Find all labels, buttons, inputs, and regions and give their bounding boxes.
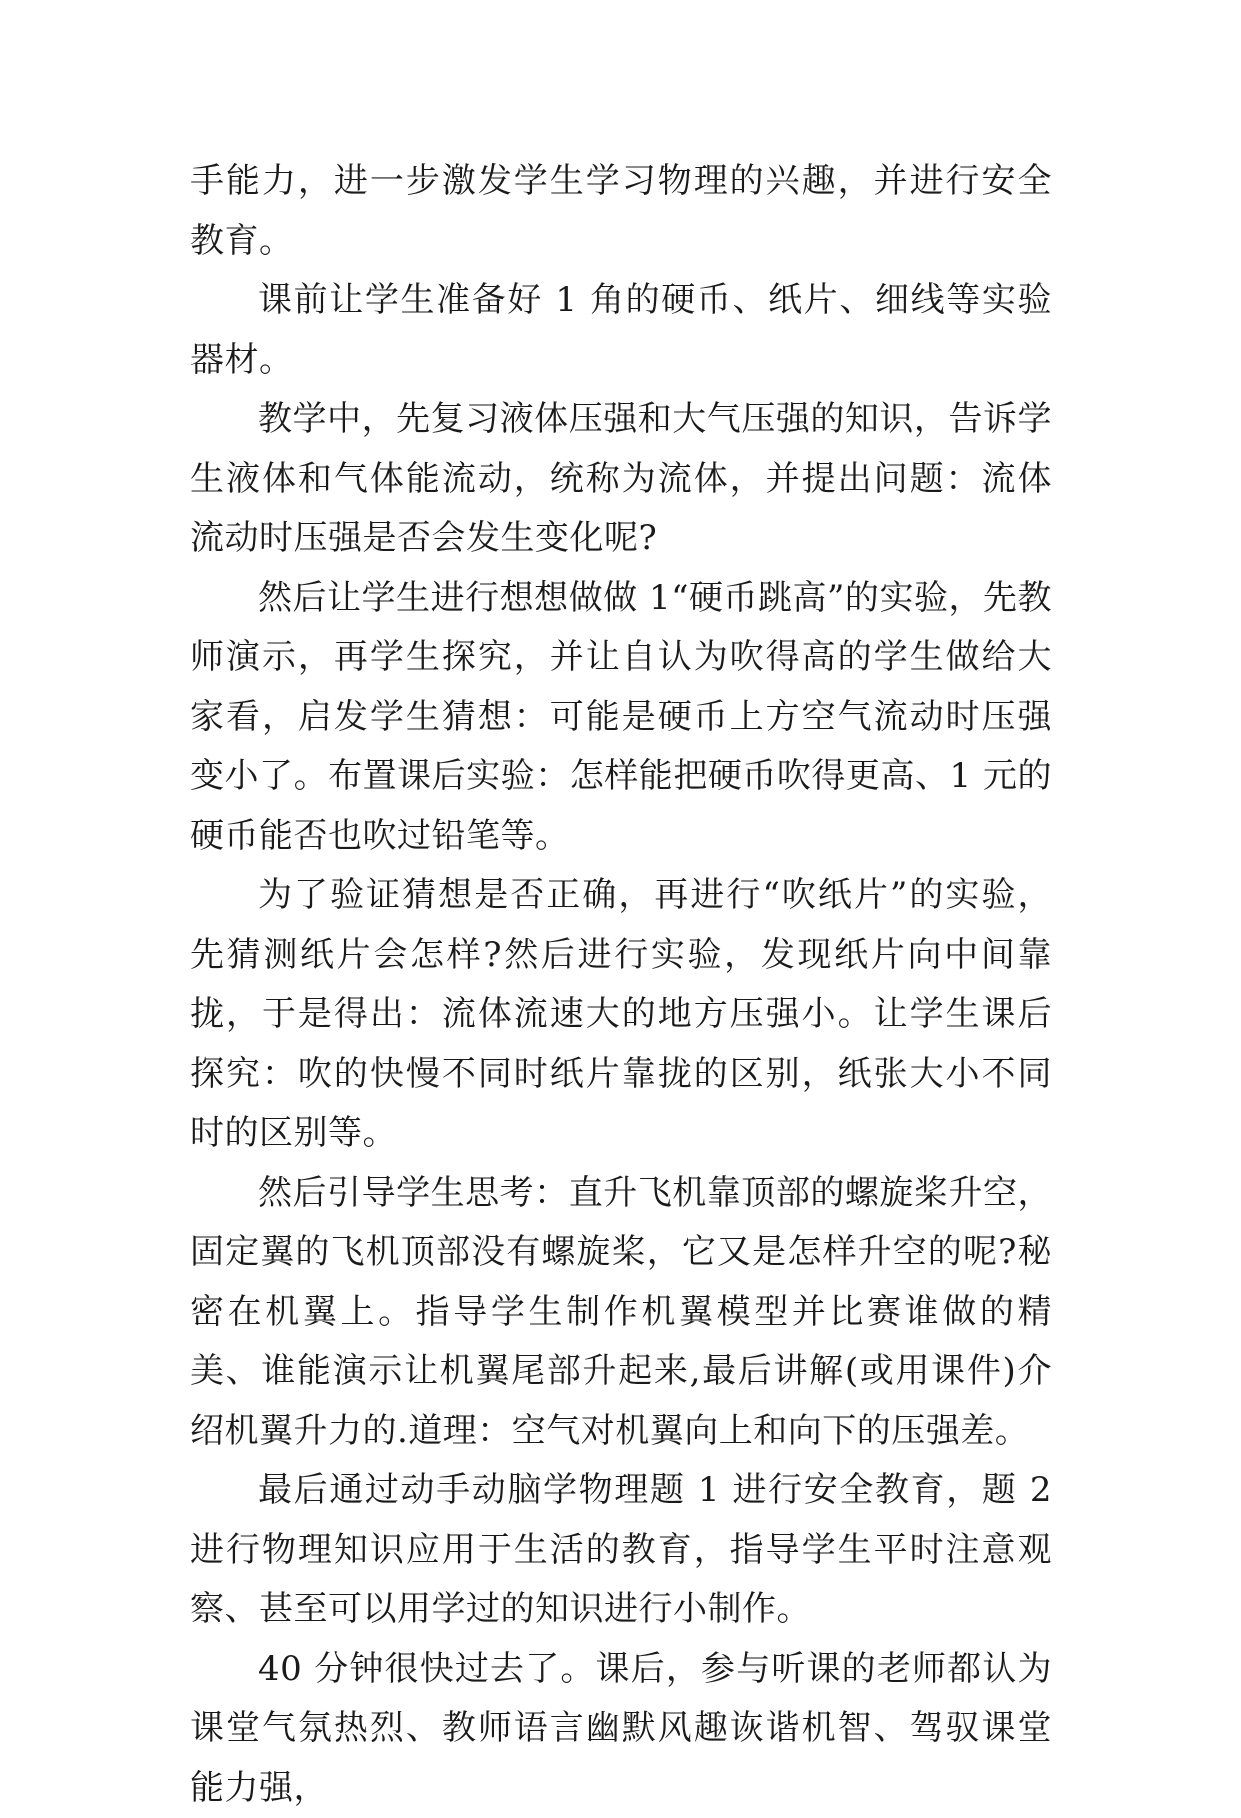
paragraph-continuation: 手能力，进一步激发学生学习物理的兴趣，并进行安全教育。 [190, 152, 1052, 271]
paragraph-review: 教学中，先复习液体压强和大气压强的知识，告诉学生液体和气体能流动，统称为流体，并提出问题：流体流动时压强是否会发生变化呢? [190, 390, 1052, 569]
paragraph-wing-lift: 然后引导学生思考：直升飞机靠顶部的螺旋桨升空，固定翼的飞机顶部没有螺旋桨，它又是怎样升空的呢?秘密在机翼上。指导学生制作机翼模型并比赛谁做的精美、谁能演示让机翼尾部升起来,最后讲解(或用课件)介绍机翼升力的.道理：空气对机翼向上和向下的压强差。 [190, 1164, 1052, 1462]
document-body [190, 152, 1052, 1818]
paragraph-safety-education: 最后通过动手动脑学物理题 1 进行安全教育，题 2 进行物理知识应用于生活的教育，指导学生平时注意观察、甚至可以用学过的知识进行小制作。 [190, 1461, 1052, 1640]
paragraph-preparation: 课前让学生准备好 1 角的硬币、纸片、细线等实验器材。 [190, 271, 1052, 390]
paragraph-conclusion: 40 分钟很快过去了。课后，参与听课的老师都认为课堂气氛热烈、教师语言幽默风趣诙谐机智、驾驭课堂能力强， [190, 1640, 1052, 1818]
paragraph-coin-experiment: 然后让学生进行想想做做 1“硬币跳高”的实验，先教师演示，再学生探究，并让自认为吹得高的学生做给大家看，启发学生猜想：可能是硬币上方空气流动时压强变小了。布置课后实验：怎样能把硬币吹得更高、1 元的硬币能否也吹过铅笔等。 [190, 569, 1052, 867]
paragraph-paper-experiment: 为了验证猜想是否正确，再进行“吹纸片”的实验，先猜测纸片会怎样?然后进行实验，发现纸片向中间靠拢，于是得出：流体流速大的地方压强小。让学生课后探究：吹的快慢不同时纸片靠拢的区别，纸张大小不同时的区别等。 [190, 866, 1052, 1164]
